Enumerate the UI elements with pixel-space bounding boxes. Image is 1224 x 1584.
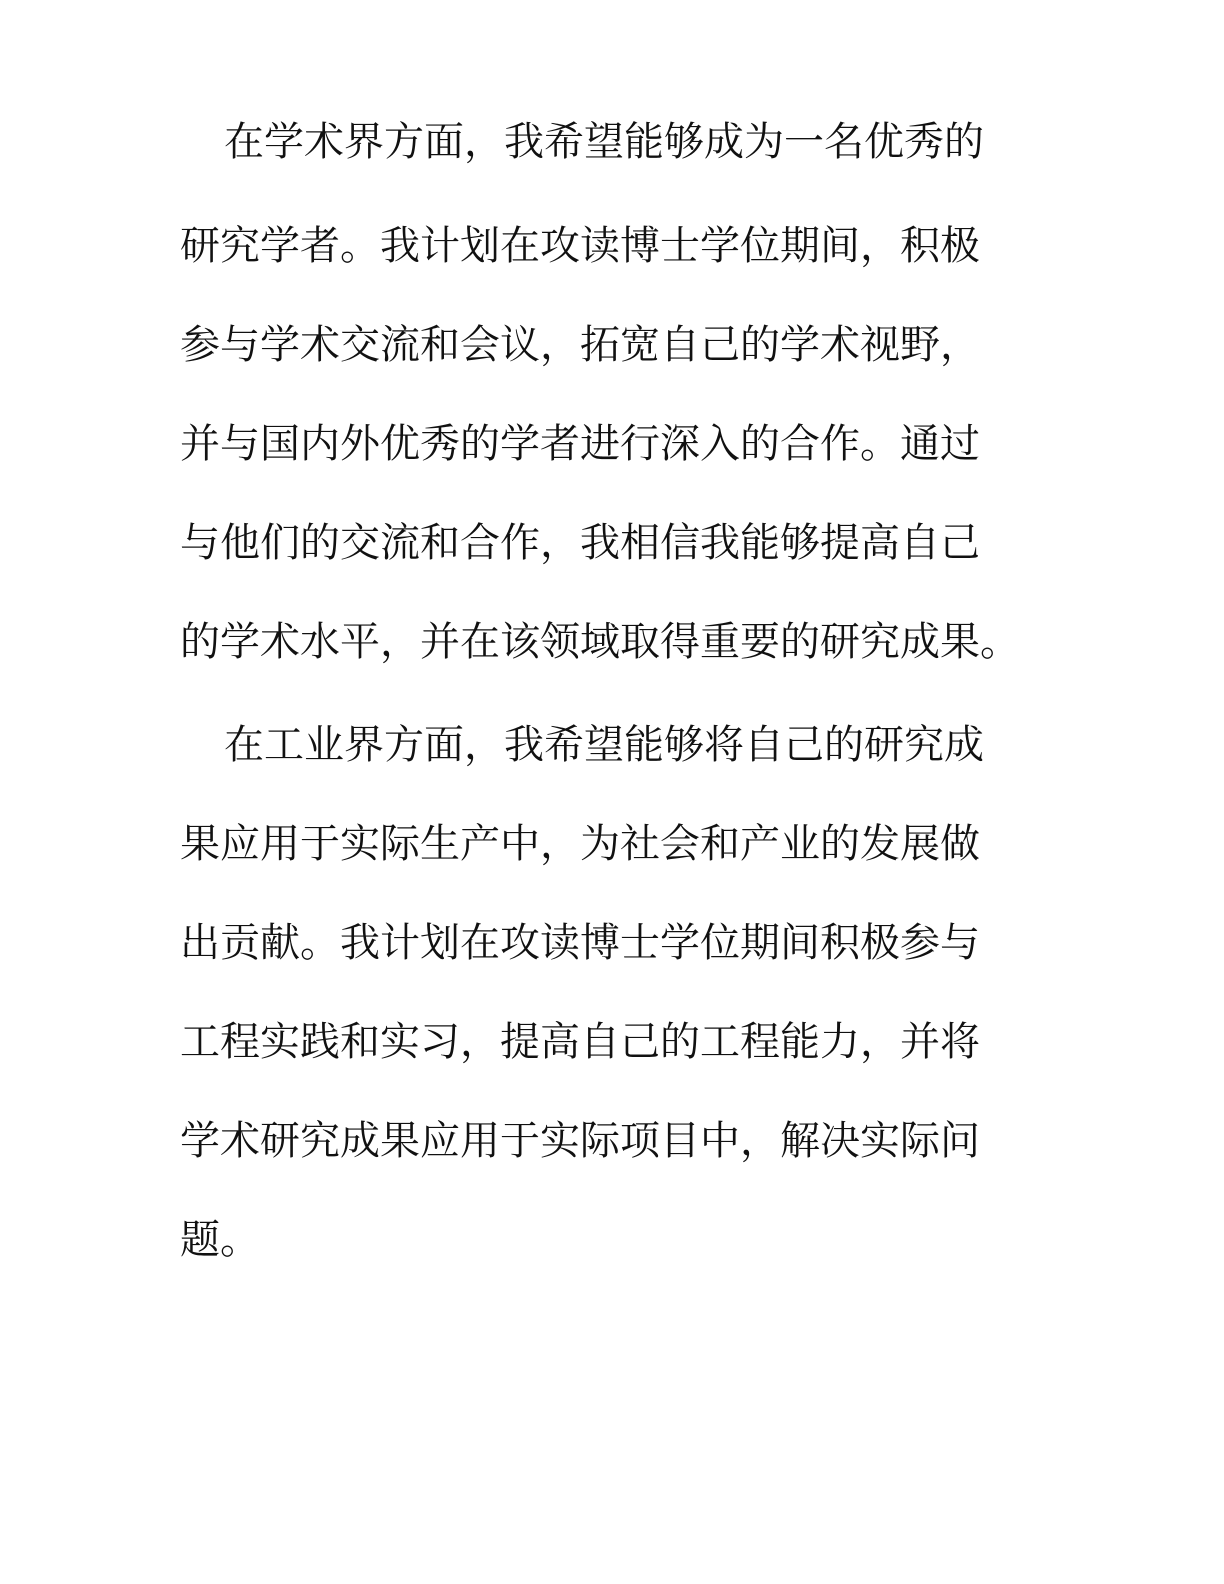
- paragraph-academia: [180, 119, 1080, 665]
- text-line: 工程实践和实习，提高自己的工程能力，并将: [180, 1019, 980, 1065]
- text-line: 参与学术交流和会议，拓宽自己的学术视野，: [180, 322, 980, 368]
- text-line: 学术研究成果应用于实际项目中，解决实际问: [180, 1118, 980, 1164]
- text-line: 并与国内外优秀的学者进行深入的合作。通过: [180, 421, 980, 467]
- text-line: 果应用于实际生产中，为社会和产业的发展做: [180, 821, 980, 867]
- text-line: 的学术水平，并在该领域取得重要的研究成果。: [180, 619, 1020, 665]
- text-line: 题。: [180, 1217, 260, 1263]
- body-text: [180, 119, 1080, 1263]
- text-line: 研究学者。我计划在攻读博士学位期间，积极: [180, 223, 980, 269]
- text-line: 出贡献。我计划在攻读博士学位期间积极参与: [180, 920, 980, 966]
- text-line: 在工业界方面，我希望能够将自己的研究成: [224, 722, 984, 768]
- text-line: 在学术界方面，我希望能够成为一名优秀的: [224, 119, 984, 165]
- text-line: 与他们的交流和合作，我相信我能够提高自己: [180, 520, 980, 566]
- paragraph-industry: [180, 722, 1080, 1263]
